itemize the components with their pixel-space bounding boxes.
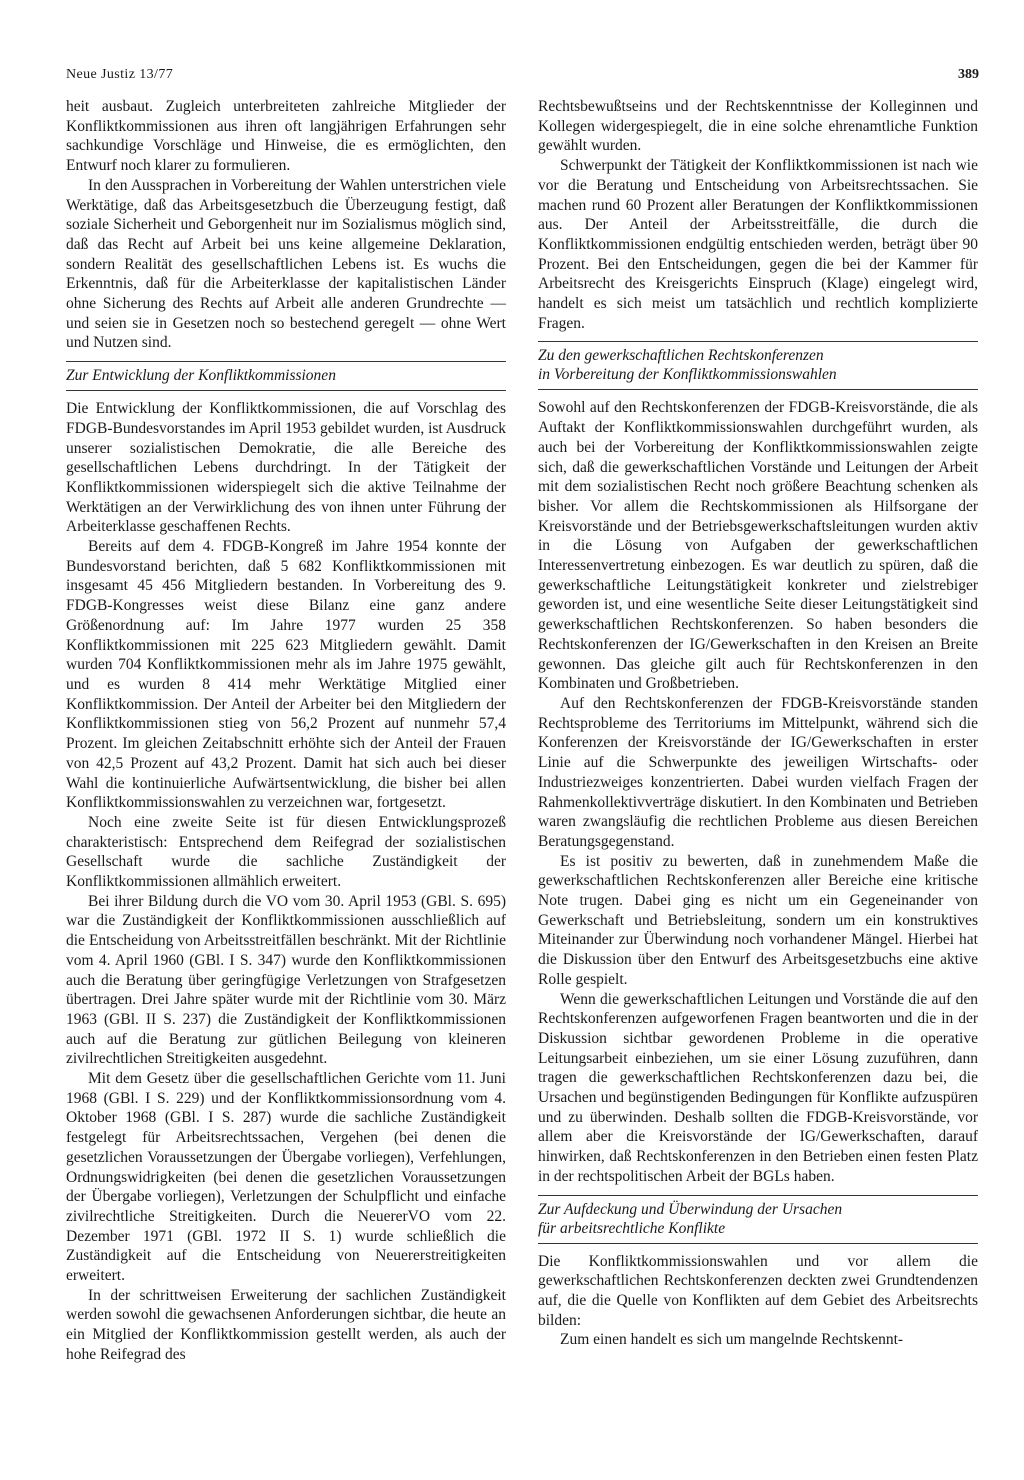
paragraph: Sowohl auf den Rechtskonferenzen der FDGB-Kreisvorstände, die als Auftakt der Konfliktkommissionswahlen durchgeführt wurden, als auch bei der Vorbereitung der Konfliktkommissionswahlen zeigte sich, daß die gewerkschaftlichen Vorstände und Leitungen der Arbeit mit dem sozialistischen Recht noch größere Beachtung schenken als bisher. Vor allem die Rechtskommissionen als Hilfsorgane der Kreisvorstände und der Betriebsgewerkschaftsleitungen wurden aktiv in die Lösung von Aufgaben der gewerkschaftlichen Interessenvertretung einbezogen. Es war deutlich zu spüren, daß die gewerkschaftliche Leitungstätigkeit konkreter und zielstrebiger geworden ist, und eine wesentliche Seite dieser Leitungstätigkeit sind gewerkschaftlichen Rechtskonferenzen. So haben besonders die Rechtskonferenzen der IG/Gewerkschaften in den Kreisen an Breite gewonnen. Das gleiche gilt auch für Rechtskonferenzen in den Kombinaten und Großbetrieben. (538, 399, 978, 693)
paragraph: Noch eine zweite Seite ist für diesen Entwicklungsprozeß charakteristisch: Entsprechend dem Reifegrad der sozialistischen Gesellschaft wurde die sachliche Zuständigkeit der Konfliktkommissionen allmählich erweitert. (66, 813, 506, 891)
paragraph: Mit dem Gesetz über die gesellschaftlichen Gerichte vom 11. Juni 1968 (GBl. I S. 229) und der Konfliktkommissionsordnung vom 4. Oktober 1968 (GBl. I S. 287) wurde die sachliche Zuständigkeit festgelegt für Arbeitsrechtssachen, Vergehen (bei denen die gesetzlichen Voraussetzungen der Übergabe vorliegen), Verfehlungen, Ordnungswidrigkeiten (bei denen die gesetzlichen Voraussetzungen der Übergabe vorliegen), Verletzungen der Schulpflicht und einfache zivilrechtliche Streitigkeiten. Durch die NeuererVO vom 22. Dezember 1971 (GBl. 1972 II S. 1) wurde schließlich die Zuständigkeit auf die Entscheidung von Neuererstreitigkeiten erweitert. (66, 1070, 506, 1285)
paragraph: Schwerpunkt der Tätigkeit der Konfliktkommissionen ist nach wie vor die Beratung und Entscheidung von Arbeitsrechtssachen. Sie machen rund 60 Prozent aller Beratungen der Konfliktkommissionen aus. Der Anteil der Arbeitsstreitfälle, die durch die Konfliktkommissionen endgültig entschieden werden, beträgt über 90 Prozent. Bei den Entscheidungen, gegen die bei der Kammer für Arbeitsrecht des Kreisgerichts Einspruch (Klage) eingelegt wird, handelt es sich meist um tatsächlich und rechtlich komplizierte Fragen. (538, 157, 978, 332)
paragraph: In der schrittweisen Erweiterung der sachlichen Zuständigkeit werden sowohl die gewachsenen Anforderungen sichtbar, die heute an ein Mitglied der Konfliktkommission gestellt werden, als auch der hohe Reifegrad des (66, 1286, 506, 1363)
paragraph: In den Aussprachen in Vorbereitung der Wahlen unterstrichen viele Werktätige, daß das Arbeitsgesetzbuch die Überzeugung festigt, daß soziale Sicherheit und Geborgenheit nur im Sozialismus möglich sind, daß das Recht auf Arbeit bei uns keine allgemeine Deklaration, sondern Realität des gesellschaftlichen Lebens ist. Es wuchs die Erkenntnis, daß für die Arbeiterklasse der kapitalistischen Länder ohne Sicherung des Rechts auf Arbeit alle anderen Grundrechte — und seien sie in Gesetzen noch so bestechend geregelt — ohne Wert und Nutzen sind. (66, 176, 506, 352)
section-heading-entwicklung (66, 361, 506, 391)
page-number: 389 (958, 67, 979, 82)
section-heading-line: in Vorbereitung der Konfliktkommissionswahlen (538, 366, 837, 384)
paragraph-continued: heit ausbaut. Zugleich unterbreiteten zahlreiche Mitglieder der Konfliktkommissionen aus ihren oft langjährigen Erfahrungen sehr sachkundige Vorschläge und Hinweise, die es ermöglichten, den Entwurf noch klarer zu formulieren. (66, 98, 506, 175)
section-heading-line: Zur Aufdeckung und Überwindung der Ursachen (538, 1200, 843, 1218)
left-column (66, 97, 506, 1365)
section-heading-line: für arbeitsrechtliche Konflikte (538, 1219, 726, 1237)
paragraph: Die Entwicklung der Konfliktkommissionen, die auf Vorschlag des FDGB-Bundesvorstandes im April 1953 gebildet wurden, ist Ausdruck unserer sozialistischen Demokratie, die alle Bereiche des gesellschaftlichen Lebens durchdringt. In der Tätigkeit der Konfliktkommissionen widerspiegelt sich die aktive Teilnahme der Werktätigen an der Verwirklichung des von ihnen unter Führung der Arbeiterklasse geschaffenen Rechts. (66, 400, 506, 536)
paragraph: Bereits auf dem 4. FDGB-Kongreß im Jahre 1954 konnte der Bundesvorstand berichten, daß 5 682 Konfliktkommissionen mit insgesamt 45 456 Mitgliedern bestanden. In Vorbereitung des 9. FDGB-Kongresses weist diese Bilanz eine ganz andere Größenordnung auf: Im Jahre 1977 wurden 25 358 Konfliktkommissionen mit 225 623 Mitgliedern gewählt. Damit wurden 704 Konfliktkommissionen mehr als im Jahre 1975 gewählt, und es wurden 8 414 mehr Werktätige Mitglied einer Konfliktkommission. Der Anteil der Arbeiter bei den Mitgliedern der Konfliktkommissionen stieg von 56,2 Prozent auf nunmehr 57,4 Prozent. Im gleichen Zeitabschnitt erhöhte sich der Anteil der Frauen von 42,5 Prozent auf 43,2 Prozent. Damit hat sich auch bei dieser Wahl die kontinuierliche Aufwärtsentwicklung, die bisher bei allen Konfliktkommissionswahlen zu verzeichnen war, fortgesetzt. (66, 538, 506, 812)
section-heading-ursachen (538, 1195, 978, 1244)
section-heading-rechtskonferenzen (538, 341, 978, 390)
section-heading-line: Zu den gewerkschaftlichen Rechtskonferenzen (538, 347, 824, 365)
paragraph: Es ist positiv zu bewerten, daß in zunehmendem Maße die gewerkschaftlichen Rechtskonferenzen aller Bereiche eine kritische Note trugen. Dabei ging es nicht um ein Gegeneinander von Gewerkschaft und Betriebsleitung, sondern um ein konstruktives Miteinander zur Überwindung noch vorhandener Mängel. Hierbei hat die Diskussion über den Entwurf des Arbeitsgesetzbuchs eine aktive Rolle gespielt. (538, 852, 978, 988)
right-column (538, 97, 978, 1350)
journal-title: Neue Justiz 13/77 (66, 67, 174, 82)
paragraph: Zum einen handelt es sich um mangelnde Rechtskennt- (560, 1331, 904, 1349)
paragraph: Die Konfliktkommissionswahlen und vor allem die gewerkschaftlichen Rechtskonferenzen deckten zwei Grundtendenzen auf, die die Quelle von Konflikten auf dem Gebiet des Arbeitsrechts bilden: (538, 1252, 978, 1329)
paragraph: Wenn die gewerkschaftlichen Leitungen und Vorstände die auf den Rechtskonferenzen aufgeworfenen Fragen beantworten und die in der Diskussion sichtbar gewordenen Probleme in die operative Leitungsarbeit einbeziehen, um sie einer Lösung zuzuführen, dann tragen die gewerkschaftlichen Rechtskonferenzen dazu bei, die Ursachen und begünstigenden Bedingungen für Konflikte aufzuspüren und zu überwinden. Deshalb sollten die FDGB-Kreisvorstände, vor allem aber die Kreisvorstände der IG/Gewerkschaften, darauf hinwirken, daß Rechtskonferenzen in den Betrieben einen festen Platz in der rechtspolitischen Arbeit der BGLs haben. (538, 990, 978, 1185)
paragraph: Auf den Rechtskonferenzen der FDGB-Kreisvorstände standen Rechtsprobleme des Territoriums im Mittelpunkt, während sich die Konferenzen der Kreisvorstände der IG/Gewerkschaften in erster Linie auf die Schwerpunkte des jeweiligen Wirtschafts- oder Industriezweiges konzentrierten. Dabei wurden vielfach Fragen der Rahmenkollektivverträge diskutiert. In den Kombinaten und Betrieben waren zwangsläufig die rechtlichen Probleme aus diesen Bereichen Beratungsgegenstand. (538, 694, 978, 850)
paragraph: Bei ihrer Bildung durch die VO vom 30. April 1953 (GBl. S. 695) war die Zuständigkeit der Konfliktkommissionen ausschließlich auf die Entscheidung von Arbeitsstreitfällen beschränkt. Mit der Richtlinie vom 4. April 1960 (GBl. I S. 347) wurde den Konfliktkommissionen auch die Beratung über geringfügige Verletzungen von Strafgesetzen übertragen. Drei Jahre später wurde mit der Richtlinie vom 30. März 1963 (GBl. II S. 237) die Zuständigkeit der Konfliktkommissionen auch auf die Beratung zur gütlichen Beilegung von kleineren zivilrechtlichen Streitigkeiten ausgedehnt. (66, 892, 506, 1068)
paragraph-continued: Rechtsbewußtseins und der Rechtskenntnisse der Kolleginnen und Kollegen widergespiegelt, die in eine solche ehrenamtliche Funktion gewählt wurden. (538, 98, 978, 155)
running-head (66, 66, 979, 84)
section-heading-line: Zur Entwicklung der Konfliktkommissionen (66, 367, 336, 385)
